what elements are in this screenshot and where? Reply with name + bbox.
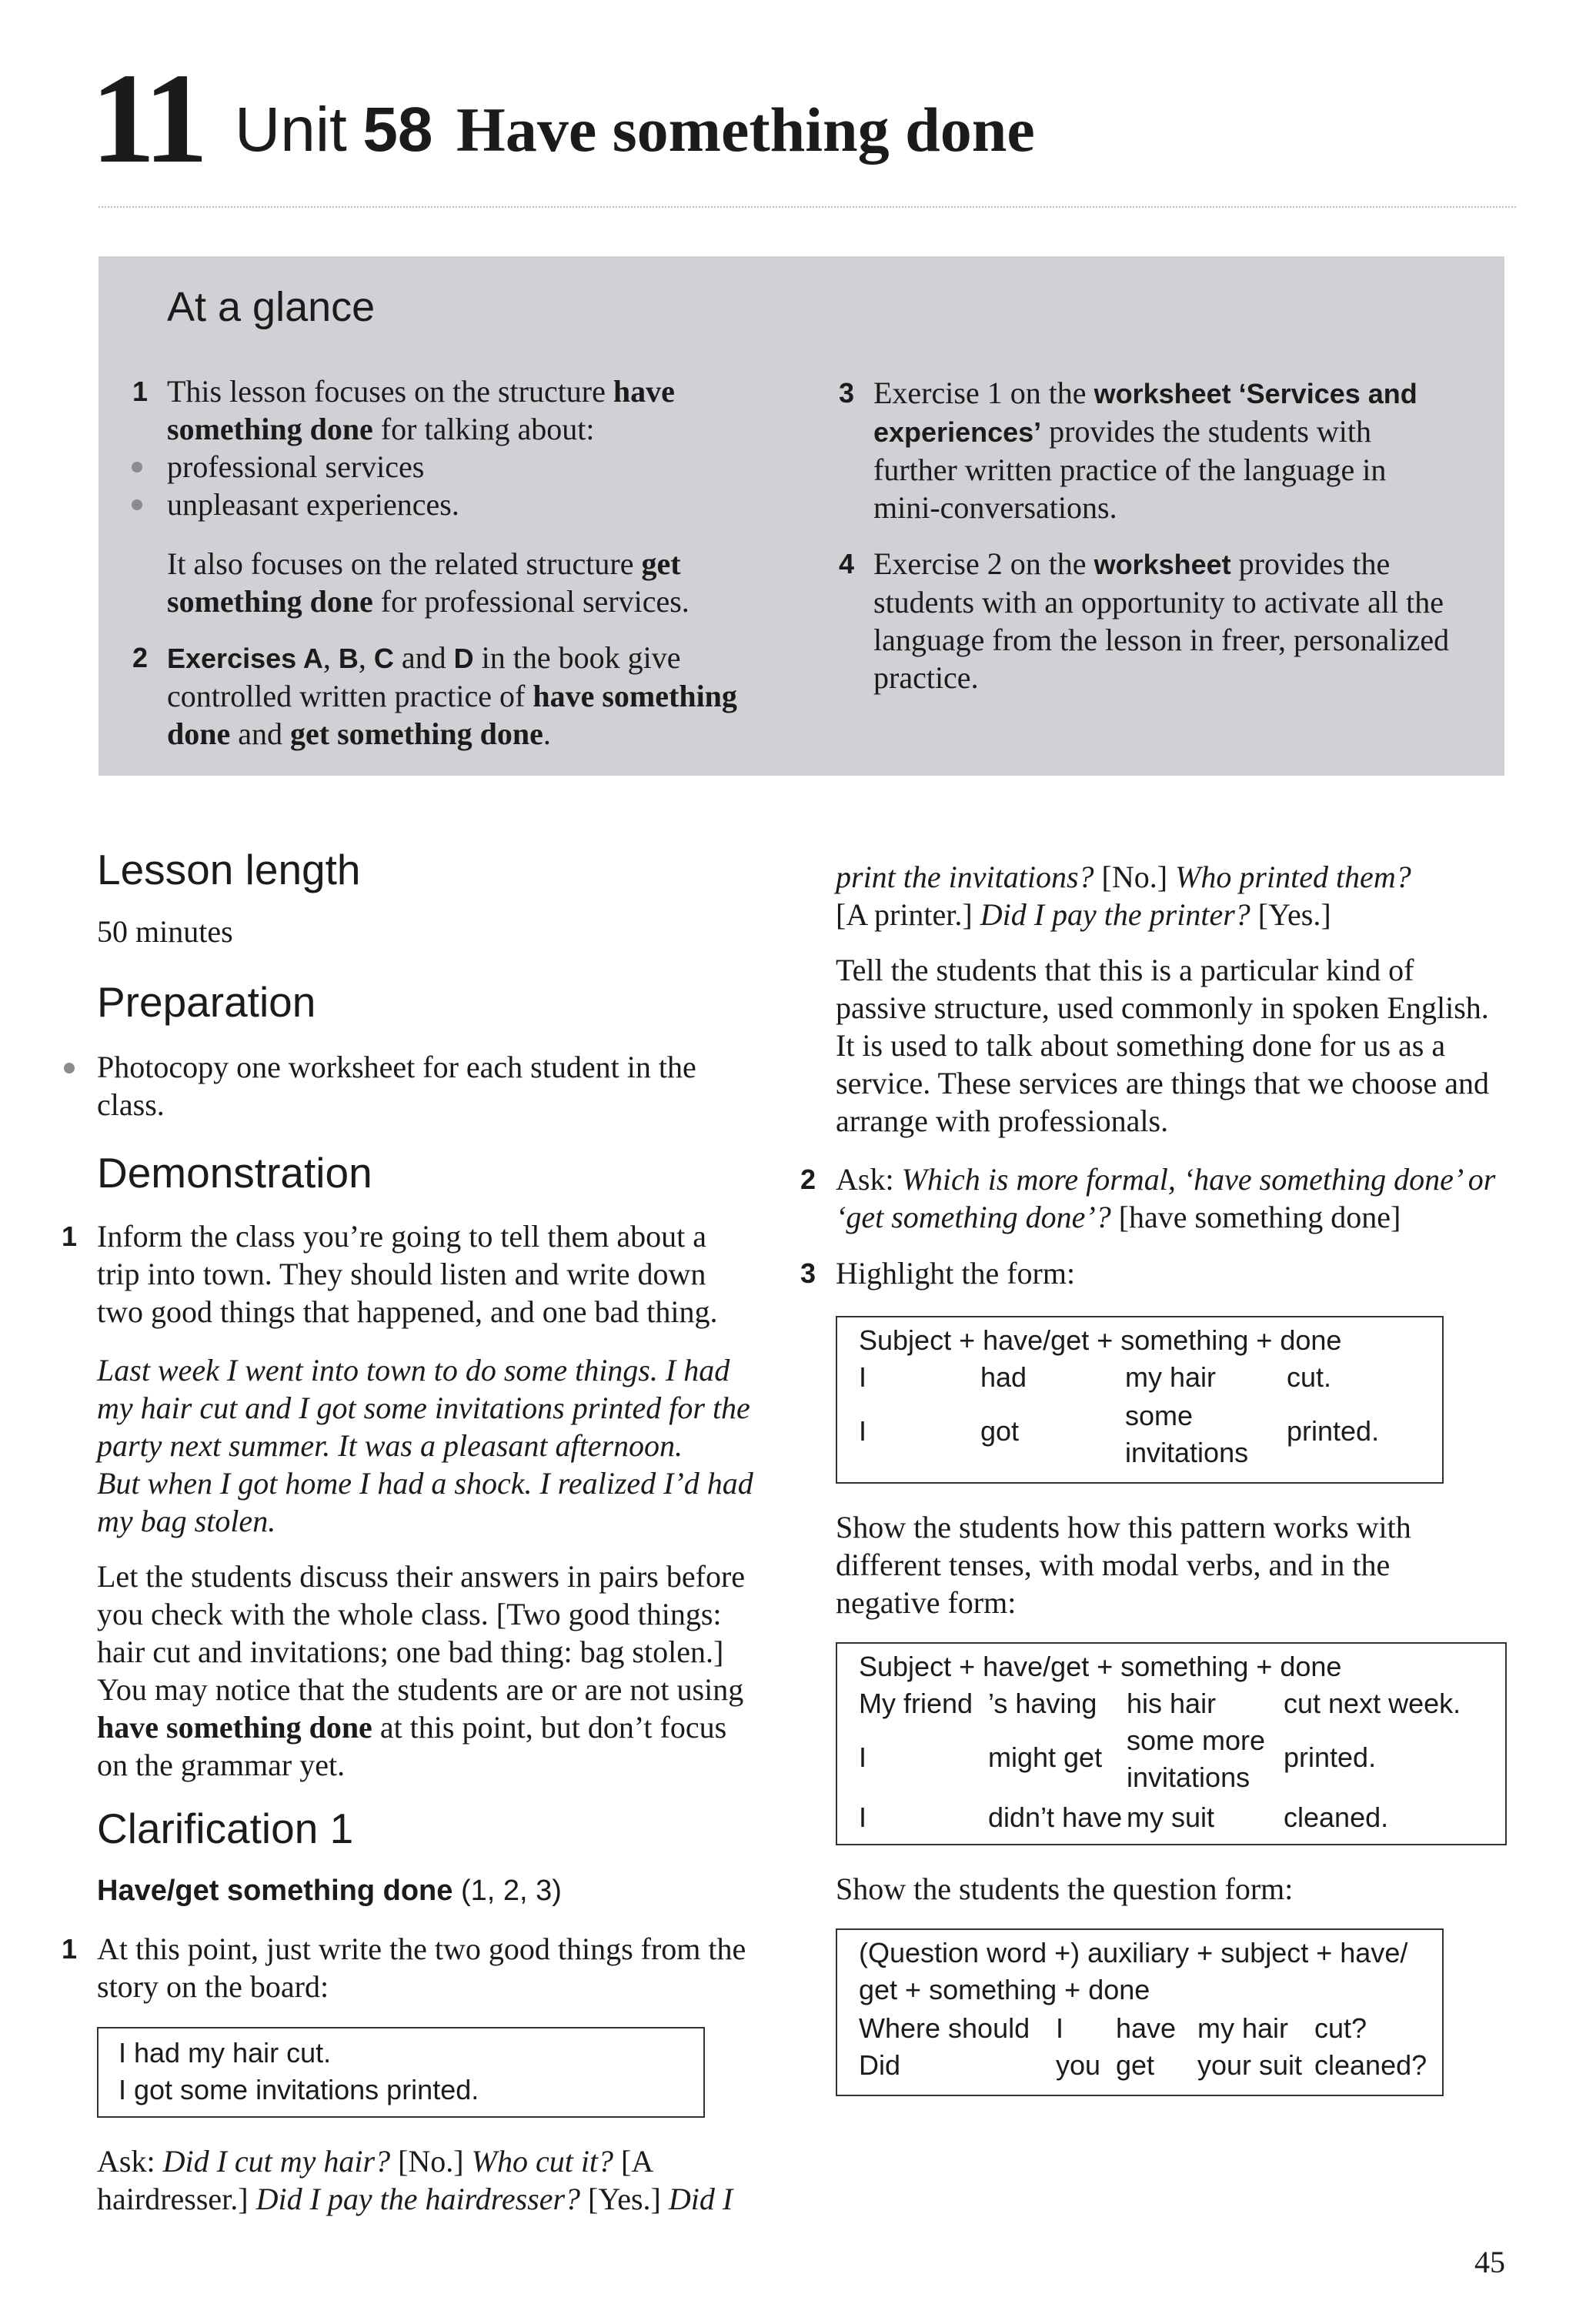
bullet-icon (64, 1063, 75, 1074)
clarification-questions: Ask: Did I cut my hair? [No.] Who cut it? [A hairdresser.] Did I pay the hairdresser? [Yes.] Did I (97, 2144, 733, 2216)
unit-heading: Have something done (456, 95, 1035, 165)
demonstration-heading: Demonstration (97, 1149, 372, 1197)
clarification-heading: Clarification 1 (97, 1805, 354, 1852)
glance-item-1-also: It also focuses on the related structure get something done for professional services. (167, 546, 690, 619)
board-example-box: I had my hair cut. I got some invitations printed. (97, 2027, 705, 2118)
unit-number: 58 (362, 95, 433, 165)
clarification-subheading: Have/get something done (1, 2, 3) (97, 1875, 562, 1907)
lesson-length-heading: Lesson length (97, 846, 361, 893)
page-number: 45 (1474, 2245, 1505, 2279)
step-3-text: Highlight the form: (836, 1256, 1076, 1291)
glance-item-4-number: 4 (839, 548, 855, 579)
bullet-icon (132, 499, 142, 510)
step-3-number: 3 (800, 1257, 816, 1289)
glance-item-2-text: Exercises A, B, C and D in the book give controlled written practice of have something done and get something done. (167, 640, 737, 751)
header-divider (98, 206, 1516, 208)
unit-label: Unit (235, 95, 347, 165)
glance-item-4-text: Exercise 2 on the worksheet provides the students with an opportunity to activate all the language from the lesson in freer, personalized practice. (873, 546, 1450, 695)
demo-step-number: 1 (62, 1220, 78, 1252)
demo-instructions: Inform the class you’re going to tell them about a trip into town. They should listen and write down two good things that happened, and one bad thing. (97, 1219, 718, 1329)
form-box-basic: Subject + have/get + something + done I had my hair cut. I got some printed. invitations (836, 1316, 1444, 1484)
glance-item-1-text: This lesson focuses on the structure have something done for talking about: professional services unpleasant experiences. (167, 372, 783, 523)
questions-continued: print the invitations? [No.] Who printed them? [A printer.] Did I pay the printer? [Yes.] (836, 860, 1411, 932)
demo-discussion: Let the students discuss their answers in pairs before you check with the whole class. [Two good things: hair cut and invitations; one bad thing: bag stolen.] You may notice that the students are or are not using have something done at this point, but don’t focus on the grammar yet. (97, 1559, 746, 1782)
tenses-explanation: Show the students how this pattern works with different tenses, with modal verbs, and in the negative form: (836, 1510, 1411, 1620)
step-2-text: Ask: Which is more formal, ‘have something done’ or ‘get something done’? [have something done] (836, 1162, 1496, 1234)
glance-item-3-number: 3 (839, 377, 855, 409)
glance-item-2-number: 2 (132, 642, 149, 673)
form-box-tenses: Subject + have/get + something + done My friend ’s having his hair cut next week. I might get some more printed. invitations I didn’t have my suit cleaned. (836, 1642, 1507, 1845)
passive-explanation: Tell the students that this is a particular kind of passive structure, used commonly in spoken English. It is used to talk about something done for us as a service. These services are things that we choose and arrange with professionals. (836, 953, 1489, 1138)
preparation-text: Photocopy one worksheet for each student in the class. (97, 1050, 696, 1122)
preparation-heading: Preparation (97, 978, 316, 1026)
question-form-intro: Show the students the question form: (836, 1872, 1294, 1906)
clarification-text: At this point, just write the two good things from the story on the board: (97, 1932, 746, 2004)
at-a-glance-title: At a glance (167, 284, 376, 330)
glance-item-3-text: Exercise 1 on the worksheet ‘Services and experiences’ provides the students with further written practice of the language in mini-conversations. (873, 376, 1417, 525)
glance-item-1-number: 1 (132, 376, 149, 407)
unit-title (235, 95, 1035, 165)
form-box-question: (Question word +) auxiliary + subject + have/ get + something + done Where should I have my hair cut? Did you get your suit cleaned? (836, 1928, 1444, 2096)
glance-bullet-2: unpleasant experiences. (167, 487, 459, 522)
lesson-length-value: 50 minutes (97, 914, 233, 949)
demo-story: Last week I went into town to do some things. I had my hair cut and I got some invitations printed for the party next summer. It was a pleasant afternoon. But when I got home I had a shock. I realized I’d had my bag stolen. (97, 1353, 753, 1538)
clarification-step-number: 1 (62, 1933, 78, 1965)
step-2-number: 2 (800, 1164, 816, 1195)
chapter-number: 11 (91, 47, 204, 190)
glance-bullet-1: professional services (167, 449, 425, 484)
bullet-icon (132, 462, 142, 472)
